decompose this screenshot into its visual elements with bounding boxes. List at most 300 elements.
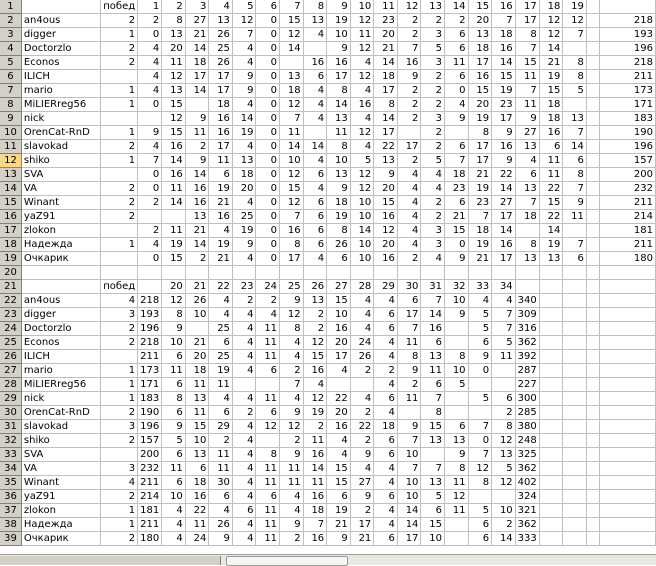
- value-cell[interactable]: 4: [232, 462, 256, 476]
- value-cell[interactable]: 12: [468, 462, 492, 476]
- value-cell[interactable]: 16: [185, 182, 209, 196]
- value-cell[interactable]: 9: [162, 420, 186, 434]
- value-cell[interactable]: 17: [397, 308, 421, 322]
- value-cell[interactable]: 2: [101, 490, 138, 504]
- value-cell[interactable]: 16: [374, 210, 398, 224]
- value-cell[interactable]: 10: [444, 364, 468, 378]
- value-cell[interactable]: 13: [421, 350, 445, 364]
- value-cell[interactable]: 18: [185, 476, 209, 490]
- value-cell[interactable]: 18: [185, 56, 209, 70]
- value-cell[interactable]: 4: [350, 294, 374, 308]
- value-cell[interactable]: 9: [444, 448, 468, 462]
- value-cell[interactable]: 16: [492, 0, 516, 14]
- row-header[interactable]: 4: [0, 42, 21, 56]
- value-cell[interactable]: [563, 406, 587, 420]
- value-cell[interactable]: [444, 336, 468, 350]
- value-cell[interactable]: [350, 266, 374, 280]
- name-cell[interactable]: SVA: [21, 448, 100, 462]
- value-cell[interactable]: [280, 266, 304, 280]
- value-cell[interactable]: 22: [327, 392, 351, 406]
- value-cell[interactable]: 196: [600, 140, 656, 154]
- value-cell[interactable]: 4: [327, 448, 351, 462]
- value-cell[interactable]: 0: [138, 252, 162, 266]
- value-cell[interactable]: 10: [397, 476, 421, 490]
- value-cell[interactable]: [539, 266, 563, 280]
- value-cell[interactable]: 26: [303, 280, 327, 294]
- row-header[interactable]: 32: [0, 434, 21, 448]
- value-cell[interactable]: 14: [303, 140, 327, 154]
- value-cell[interactable]: [421, 266, 445, 280]
- value-cell[interactable]: 19: [232, 126, 256, 140]
- value-cell[interactable]: 4: [468, 294, 492, 308]
- value-cell[interactable]: 6: [444, 196, 468, 210]
- value-cell[interactable]: 21: [185, 28, 209, 42]
- value-cell[interactable]: 21: [374, 42, 398, 56]
- value-cell[interactable]: 16: [492, 42, 516, 56]
- value-cell[interactable]: 6: [162, 406, 186, 420]
- value-cell[interactable]: 13: [563, 112, 587, 126]
- value-cell[interactable]: 17: [515, 0, 539, 14]
- value-cell[interactable]: 11: [303, 476, 327, 490]
- value-cell[interactable]: 16: [185, 490, 209, 504]
- value-cell[interactable]: 10: [397, 490, 421, 504]
- value-cell[interactable]: [492, 490, 516, 504]
- row-header[interactable]: 15: [0, 196, 21, 210]
- value-cell[interactable]: 6: [209, 490, 233, 504]
- name-cell[interactable]: Econos: [21, 336, 100, 350]
- value-cell[interactable]: 14: [232, 112, 256, 126]
- value-cell[interactable]: 16: [303, 490, 327, 504]
- value-cell[interactable]: 5: [468, 392, 492, 406]
- value-cell[interactable]: 171: [138, 378, 162, 392]
- value-cell[interactable]: 7: [563, 126, 587, 140]
- value-cell[interactable]: 4: [374, 336, 398, 350]
- value-cell[interactable]: 20: [162, 42, 186, 56]
- value-cell[interactable]: [539, 364, 563, 378]
- value-cell[interactable]: 4: [232, 98, 256, 112]
- value-cell[interactable]: 2: [397, 98, 421, 112]
- value-cell[interactable]: [586, 406, 599, 420]
- row-header[interactable]: 28: [0, 378, 21, 392]
- value-cell[interactable]: 8: [563, 56, 587, 70]
- value-cell[interactable]: 19: [232, 224, 256, 238]
- value-cell[interactable]: 2: [101, 434, 138, 448]
- value-cell[interactable]: 16: [468, 70, 492, 84]
- value-cell[interactable]: [586, 252, 599, 266]
- value-cell[interactable]: 12: [350, 182, 374, 196]
- value-cell[interactable]: 13: [162, 28, 186, 42]
- name-cell[interactable]: Надежда: [21, 518, 100, 532]
- value-cell[interactable]: [586, 434, 599, 448]
- value-cell[interactable]: [586, 350, 599, 364]
- value-cell[interactable]: [586, 182, 599, 196]
- value-cell[interactable]: 8: [162, 392, 186, 406]
- value-cell[interactable]: 25: [280, 280, 304, 294]
- value-cell[interactable]: [600, 322, 656, 336]
- value-cell[interactable]: 2: [421, 140, 445, 154]
- value-cell[interactable]: 4: [232, 196, 256, 210]
- value-cell[interactable]: 4: [232, 420, 256, 434]
- value-cell[interactable]: 6: [162, 350, 186, 364]
- value-cell[interactable]: 4: [162, 518, 186, 532]
- value-cell[interactable]: 4: [374, 294, 398, 308]
- value-cell[interactable]: 20: [374, 238, 398, 252]
- value-cell[interactable]: 6: [374, 434, 398, 448]
- value-cell[interactable]: 7: [421, 392, 445, 406]
- value-cell[interactable]: 211: [600, 238, 656, 252]
- row-header[interactable]: 20: [0, 266, 21, 280]
- value-cell[interactable]: 15: [421, 420, 445, 434]
- value-cell[interactable]: 10: [421, 532, 445, 546]
- value-cell[interactable]: 2: [421, 70, 445, 84]
- value-cell[interactable]: 2: [232, 406, 256, 420]
- value-cell[interactable]: 19: [327, 504, 351, 518]
- row-header[interactable]: 6: [0, 70, 21, 84]
- value-cell[interactable]: 8: [444, 462, 468, 476]
- value-cell[interactable]: 11: [185, 378, 209, 392]
- value-cell[interactable]: 11: [539, 154, 563, 168]
- value-cell[interactable]: [327, 378, 351, 392]
- value-cell[interactable]: [138, 280, 162, 294]
- value-cell[interactable]: 7: [515, 196, 539, 210]
- value-cell[interactable]: [185, 322, 209, 336]
- value-cell[interactable]: 4: [209, 0, 233, 14]
- value-cell[interactable]: 13: [421, 434, 445, 448]
- value-cell[interactable]: 11: [256, 322, 280, 336]
- value-cell[interactable]: [586, 238, 599, 252]
- value-cell[interactable]: 10: [327, 308, 351, 322]
- value-cell[interactable]: 18: [539, 0, 563, 14]
- value-cell[interactable]: [138, 266, 162, 280]
- value-cell[interactable]: 13: [327, 168, 351, 182]
- value-cell[interactable]: 16: [303, 532, 327, 546]
- value-cell[interactable]: 15: [162, 98, 186, 112]
- value-cell[interactable]: 20: [468, 98, 492, 112]
- value-cell[interactable]: 1: [101, 154, 138, 168]
- value-cell[interactable]: 12: [350, 168, 374, 182]
- value-cell[interactable]: 13: [515, 140, 539, 154]
- value-cell[interactable]: 11: [539, 168, 563, 182]
- value-cell[interactable]: 12: [492, 476, 516, 490]
- value-cell[interactable]: 16: [303, 364, 327, 378]
- value-cell[interactable]: [586, 126, 599, 140]
- value-cell[interactable]: [586, 70, 599, 84]
- name-cell[interactable]: mario: [21, 364, 100, 378]
- value-cell[interactable]: 8: [280, 238, 304, 252]
- value-cell[interactable]: [586, 0, 599, 14]
- value-cell[interactable]: [539, 392, 563, 406]
- value-cell[interactable]: 12: [350, 14, 374, 28]
- value-cell[interactable]: 2: [397, 28, 421, 42]
- value-cell[interactable]: 193: [138, 308, 162, 322]
- value-cell[interactable]: 9: [232, 238, 256, 252]
- name-cell[interactable]: Winant: [21, 476, 100, 490]
- value-cell[interactable]: [563, 476, 587, 490]
- value-cell[interactable]: 4: [232, 392, 256, 406]
- value-cell[interactable]: [563, 490, 587, 504]
- value-cell[interactable]: [563, 434, 587, 448]
- value-cell[interactable]: [563, 448, 587, 462]
- value-cell[interactable]: 2: [280, 434, 304, 448]
- value-cell[interactable]: [539, 518, 563, 532]
- value-cell[interactable]: [600, 462, 656, 476]
- value-cell[interactable]: 0: [256, 84, 280, 98]
- value-cell[interactable]: 0: [256, 112, 280, 126]
- value-cell[interactable]: 20: [374, 28, 398, 42]
- value-cell[interactable]: 2: [101, 42, 138, 56]
- value-cell[interactable]: 21: [185, 280, 209, 294]
- value-cell[interactable]: [563, 518, 587, 532]
- value-cell[interactable]: 14: [303, 462, 327, 476]
- value-cell[interactable]: 14: [374, 112, 398, 126]
- name-cell[interactable]: digger: [21, 28, 100, 42]
- value-cell[interactable]: 14: [162, 154, 186, 168]
- value-cell[interactable]: 4: [232, 476, 256, 490]
- value-cell[interactable]: [515, 266, 539, 280]
- value-cell[interactable]: 9: [162, 322, 186, 336]
- name-cell[interactable]: nick: [21, 392, 100, 406]
- value-cell[interactable]: 0: [468, 364, 492, 378]
- value-cell[interactable]: 180: [600, 252, 656, 266]
- value-cell[interactable]: 0: [256, 196, 280, 210]
- value-cell[interactable]: 6: [162, 378, 186, 392]
- value-cell[interactable]: 227: [515, 378, 539, 392]
- value-cell[interactable]: 9: [563, 196, 587, 210]
- value-cell[interactable]: 2: [101, 532, 138, 546]
- value-cell[interactable]: 19: [209, 364, 233, 378]
- row-header[interactable]: 35: [0, 476, 21, 490]
- value-cell[interactable]: 26: [209, 56, 233, 70]
- name-cell[interactable]: Econos: [21, 56, 100, 70]
- name-cell[interactable]: ILICH: [21, 350, 100, 364]
- value-cell[interactable]: 4: [101, 476, 138, 490]
- value-cell[interactable]: 18: [280, 84, 304, 98]
- value-cell[interactable]: 12: [303, 392, 327, 406]
- name-cell[interactable]: slavokad: [21, 420, 100, 434]
- value-cell[interactable]: 11: [444, 56, 468, 70]
- value-cell[interactable]: 14: [492, 56, 516, 70]
- value-cell[interactable]: 7: [563, 28, 587, 42]
- value-cell[interactable]: 1: [101, 518, 138, 532]
- name-cell[interactable]: Doctorzlo: [21, 322, 100, 336]
- value-cell[interactable]: 11: [563, 210, 587, 224]
- value-cell[interactable]: [586, 266, 599, 280]
- value-cell[interactable]: 5: [492, 336, 516, 350]
- value-cell[interactable]: 4: [444, 98, 468, 112]
- value-cell[interactable]: 25: [232, 210, 256, 224]
- value-cell[interactable]: 9: [350, 490, 374, 504]
- value-cell[interactable]: [138, 112, 162, 126]
- value-cell[interactable]: 15: [444, 224, 468, 238]
- value-cell[interactable]: 11: [185, 126, 209, 140]
- value-cell[interactable]: 4: [303, 154, 327, 168]
- value-cell[interactable]: 12: [232, 14, 256, 28]
- value-cell[interactable]: 13: [421, 0, 445, 14]
- value-cell[interactable]: 18: [468, 224, 492, 238]
- value-cell[interactable]: 2: [303, 420, 327, 434]
- value-cell[interactable]: 7: [492, 322, 516, 336]
- value-cell[interactable]: [232, 378, 256, 392]
- value-cell[interactable]: 14: [444, 0, 468, 14]
- value-cell[interactable]: 7: [397, 42, 421, 56]
- name-cell[interactable]: OrenCat-RnD: [21, 406, 100, 420]
- value-cell[interactable]: [600, 0, 656, 14]
- value-cell[interactable]: 21: [185, 224, 209, 238]
- value-cell[interactable]: 7: [303, 518, 327, 532]
- value-cell[interactable]: 21: [350, 532, 374, 546]
- row-header[interactable]: 7: [0, 84, 21, 98]
- value-cell[interactable]: 2: [303, 308, 327, 322]
- value-cell[interactable]: 0: [256, 126, 280, 140]
- value-cell[interactable]: 10: [350, 196, 374, 210]
- value-cell[interactable]: [586, 294, 599, 308]
- value-cell[interactable]: 196: [138, 322, 162, 336]
- name-cell[interactable]: [21, 266, 100, 280]
- name-cell[interactable]: Очкарик: [21, 252, 100, 266]
- value-cell[interactable]: 392: [515, 350, 539, 364]
- value-cell[interactable]: 6: [374, 308, 398, 322]
- value-cell[interactable]: 6: [374, 322, 398, 336]
- value-cell[interactable]: 5: [350, 154, 374, 168]
- value-cell[interactable]: 12: [280, 28, 304, 42]
- value-cell[interactable]: 9: [327, 182, 351, 196]
- value-cell[interactable]: [563, 462, 587, 476]
- value-cell[interactable]: [539, 336, 563, 350]
- value-cell[interactable]: 9: [209, 532, 233, 546]
- value-cell[interactable]: 13: [492, 448, 516, 462]
- name-cell[interactable]: an4ous: [21, 294, 100, 308]
- value-cell[interactable]: 6: [303, 224, 327, 238]
- value-cell[interactable]: 8: [563, 70, 587, 84]
- value-cell[interactable]: 0: [138, 28, 162, 42]
- value-cell[interactable]: 16: [350, 98, 374, 112]
- value-cell[interactable]: 200: [600, 168, 656, 182]
- value-cell[interactable]: [586, 14, 599, 28]
- value-cell[interactable]: 4: [374, 476, 398, 490]
- value-cell[interactable]: [539, 462, 563, 476]
- value-cell[interactable]: 19: [162, 238, 186, 252]
- value-cell[interactable]: 15: [280, 14, 304, 28]
- value-cell[interactable]: 232: [600, 182, 656, 196]
- value-cell[interactable]: [209, 266, 233, 280]
- value-cell[interactable]: 11: [256, 504, 280, 518]
- value-cell[interactable]: 14: [185, 168, 209, 182]
- value-cell[interactable]: 15: [515, 56, 539, 70]
- value-cell[interactable]: [586, 462, 599, 476]
- value-cell[interactable]: [492, 266, 516, 280]
- name-cell[interactable]: VA: [21, 462, 100, 476]
- value-cell[interactable]: [600, 364, 656, 378]
- value-cell[interactable]: 340: [515, 294, 539, 308]
- value-cell[interactable]: 6: [303, 210, 327, 224]
- value-cell[interactable]: 17: [374, 126, 398, 140]
- row-header[interactable]: 5: [0, 56, 21, 70]
- value-cell[interactable]: 18: [539, 98, 563, 112]
- value-cell[interactable]: 16: [303, 448, 327, 462]
- value-cell[interactable]: 157: [600, 154, 656, 168]
- value-cell[interactable]: 17: [397, 140, 421, 154]
- row-header[interactable]: 27: [0, 364, 21, 378]
- value-cell[interactable]: 6: [468, 518, 492, 532]
- value-cell[interactable]: 13: [444, 434, 468, 448]
- row-header[interactable]: 2: [0, 14, 21, 28]
- value-cell[interactable]: [444, 266, 468, 280]
- name-cell[interactable]: zlokon: [21, 504, 100, 518]
- value-cell[interactable]: [256, 378, 280, 392]
- value-cell[interactable]: 4: [303, 252, 327, 266]
- value-cell[interactable]: [327, 266, 351, 280]
- value-cell[interactable]: 10: [444, 294, 468, 308]
- value-cell[interactable]: [600, 350, 656, 364]
- value-cell[interactable]: 4: [350, 140, 374, 154]
- value-cell[interactable]: 9: [185, 154, 209, 168]
- value-cell[interactable]: 362: [515, 462, 539, 476]
- value-cell[interactable]: 27: [185, 14, 209, 28]
- value-cell[interactable]: 9: [280, 406, 304, 420]
- row-header[interactable]: 25: [0, 336, 21, 350]
- value-cell[interactable]: 33: [468, 280, 492, 294]
- value-cell[interactable]: 3: [421, 56, 445, 70]
- value-cell[interactable]: 4: [303, 28, 327, 42]
- value-cell[interactable]: [539, 532, 563, 546]
- value-cell[interactable]: 4: [492, 294, 516, 308]
- value-cell[interactable]: 13: [185, 210, 209, 224]
- value-cell[interactable]: 8: [492, 420, 516, 434]
- value-cell[interactable]: 7: [421, 294, 445, 308]
- value-cell[interactable]: 10: [185, 434, 209, 448]
- name-cell[interactable]: an4ous: [21, 14, 100, 28]
- value-cell[interactable]: 0: [256, 98, 280, 112]
- value-cell[interactable]: 11: [303, 434, 327, 448]
- value-cell[interactable]: 4: [232, 252, 256, 266]
- value-cell[interactable]: 17: [468, 140, 492, 154]
- value-cell[interactable]: 9: [327, 0, 351, 14]
- value-cell[interactable]: 8: [374, 98, 398, 112]
- value-cell[interactable]: [444, 518, 468, 532]
- value-cell[interactable]: [539, 350, 563, 364]
- value-cell[interactable]: 190: [138, 406, 162, 420]
- value-cell[interactable]: 18: [327, 196, 351, 210]
- value-cell[interactable]: 22: [185, 504, 209, 518]
- value-cell[interactable]: 7: [468, 420, 492, 434]
- value-cell[interactable]: 21: [539, 56, 563, 70]
- value-cell[interactable]: [138, 210, 162, 224]
- value-cell[interactable]: 10: [350, 252, 374, 266]
- value-cell[interactable]: 4: [138, 84, 162, 98]
- value-cell[interactable]: 17: [492, 252, 516, 266]
- value-cell[interactable]: 15: [185, 420, 209, 434]
- value-cell[interactable]: [586, 42, 599, 56]
- value-cell[interactable]: 2: [280, 532, 304, 546]
- value-cell[interactable]: [586, 518, 599, 532]
- row-header[interactable]: 19: [0, 252, 21, 266]
- value-cell[interactable]: 27: [327, 280, 351, 294]
- value-cell[interactable]: 21: [468, 168, 492, 182]
- row-header[interactable]: 13: [0, 168, 21, 182]
- value-cell[interactable]: 4: [421, 252, 445, 266]
- row-header[interactable]: 39: [0, 532, 21, 546]
- value-cell[interactable]: 18: [374, 70, 398, 84]
- value-cell[interactable]: 0: [256, 14, 280, 28]
- value-cell[interactable]: 14: [421, 308, 445, 322]
- value-cell[interactable]: 9: [374, 168, 398, 182]
- value-cell[interactable]: 12: [397, 0, 421, 14]
- value-cell[interactable]: 27: [492, 196, 516, 210]
- value-cell[interactable]: 23: [468, 196, 492, 210]
- value-cell[interactable]: [101, 350, 138, 364]
- value-cell[interactable]: [600, 532, 656, 546]
- row-header[interactable]: 24: [0, 322, 21, 336]
